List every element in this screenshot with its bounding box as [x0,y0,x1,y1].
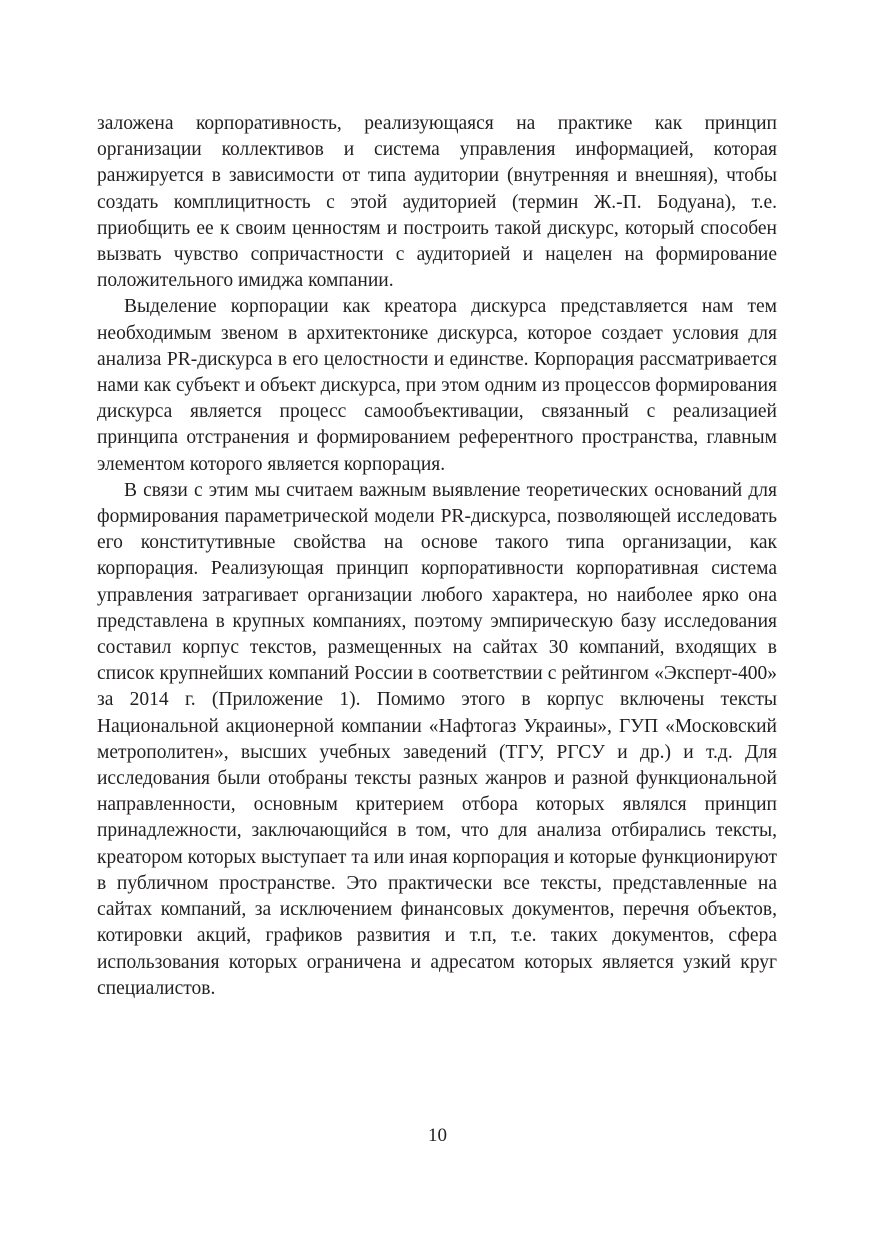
page-number: 10 [428,1125,447,1146]
paragraph-continuation: заложена корпоративность, реализующаяся на практике как принцип организации коллективов и система управления информацией, которая ранжируется в зависимости от типа аудитории (внутренняя и внешняя), чтобы создать комплицитность с этой аудиторией (термин Ж.-П. Бодуана), т.е. приобщить ее к своим ценностям и построить такой дискурс, который способен вызвать чувство сопричастности с аудиторией и нацелен на формирование положительного имиджа компании. [97,113,777,292]
body-text [97,111,777,1002]
paragraph-corporation-creator: Выделение корпорации как креатора дискурса представляется нам тем необходимым звеном в архитектонике дискурса, которое создает условия для анализа PR-дискурса в его целостности и единстве. Корпорация рассматривается нами как субъект и объект дискурса, при этом одним из процессов формирования дискурса является процесс самообъективации, связанный с реализацией принципа отстранения и формированием референтного пространства, главным элементом которого является корпорация. [97,296,777,475]
paragraph-empirical-base: В связи с этим мы считаем важным выявление теоретических оснований для формирования параметрической модели PR-дискурса, позволяющей исследовать его конститутивные свойства на основе такого типа организации, как корпорация. Реализующая принцип корпоративности корпоративная система управления затрагивает организации любого характера, но наиболее ярко она представлена в крупных компаниях, поэтому эмпирическую базу исследования составил корпус текстов, размещенных на сайтах 30 компаний, входящих в список крупнейших компаний России в соответствии с рейтингом «Эксперт-400» за 2014 г. (Приложение 1). Помимо этого в корпус включены тексты Национальной акционерной компании «Нафтогаз Украины», ГУП «Московский метрополитен», высших учебных заведений (ТГУ, РГСУ и др.) и т.д. Для исследования были отобраны тексты разных жанров и разной функциональной направленности, основным критерием отбора которых являлся принцип принадлежности, заключающийся в том, что для анализа отбирались тексты, креатором которых выступает та или иная корпорация и которые функционируют в публичном пространстве. Это практически все тексты, представленные на сайтах компаний, за исключением финансовых документов, перечня объектов, котировки акций, графиков развития и т.п, т.е. таких документов, сфера использования которых ограничена и адресатом которых является узкий круг специалистов. [97,479,777,999]
